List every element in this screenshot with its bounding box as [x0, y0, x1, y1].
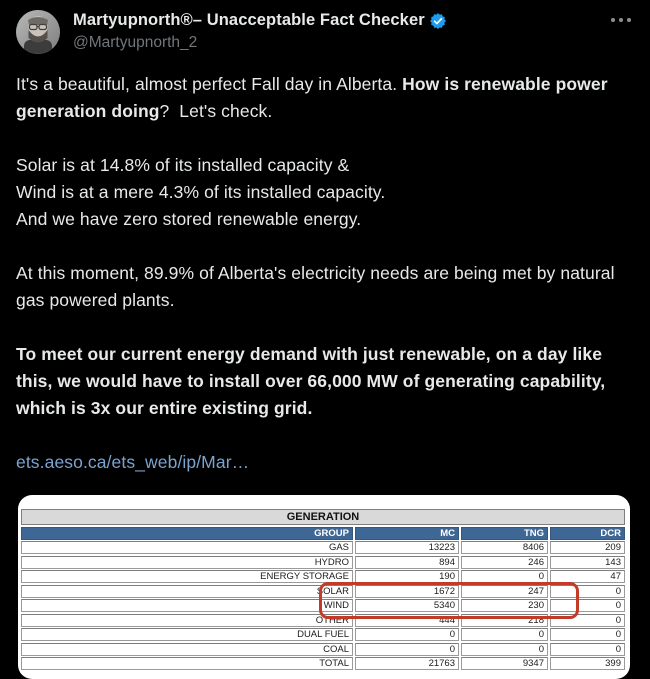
table-row-solar-tng: 247	[461, 585, 548, 598]
tweet-image[interactable]	[18, 495, 630, 679]
display-name[interactable]: Martyupnorth®– Unacceptable Fact Checker	[73, 11, 425, 29]
table-row-total-mc: 21763	[355, 657, 459, 670]
name-block	[73, 10, 447, 52]
wind-capacity-line: Wind is at a mere 4.3% of its installed capacity.	[16, 182, 386, 202]
table-row-gas-group: GAS	[21, 541, 353, 554]
solar-capacity-line: Solar is at 14.8% of its installed capacity &	[16, 155, 350, 175]
stored-energy-line: And we have zero stored renewable energy.	[16, 209, 362, 229]
column-header-mc: MC	[355, 527, 459, 540]
column-header-group: GROUP	[21, 527, 353, 540]
table-row-total-group: TOTAL	[21, 657, 353, 670]
table-row-wind-mc: 5340	[355, 599, 459, 612]
verified-badge-icon	[429, 12, 447, 30]
table-row-coal-tng: 0	[461, 643, 548, 656]
table-row-hydro-dcr: 143	[550, 556, 625, 569]
table-title: GENERATION	[21, 509, 625, 525]
more-icon[interactable]	[601, 12, 637, 32]
generation-table	[21, 509, 625, 670]
column-header-tng: TNG	[461, 527, 548, 540]
tweet-text	[16, 71, 641, 476]
tweet-paragraph-1	[16, 71, 641, 125]
table-row-solar-dcr: 0	[550, 585, 625, 598]
avatar-portrait-image	[16, 10, 60, 54]
table-row-gas-dcr: 209	[550, 541, 625, 554]
table-row-energy-storage-mc: 190	[355, 570, 459, 583]
table-row-energy-storage-tng: 0	[461, 570, 548, 583]
paragraph-1-bold-text: How is renewable power generation doing	[16, 74, 608, 121]
table-row-other-dcr: 0	[550, 614, 625, 627]
table-row-gas-tng: 8406	[461, 541, 548, 554]
user-handle[interactable]: @Martyupnorth_2	[73, 34, 198, 51]
table-row-total-tng: 9347	[461, 657, 548, 670]
table-row-coal-dcr: 0	[550, 643, 625, 656]
table-row-dual-fuel-mc: 0	[355, 628, 459, 641]
table-row-coal-mc: 0	[355, 643, 459, 656]
table-row-energy-storage-dcr: 47	[550, 570, 625, 583]
tweet-paragraph-3: At this moment, 89.9% of Alberta's electricity needs are being met by natural gas powered plants.	[16, 263, 615, 310]
column-header-dcr: DCR	[550, 527, 625, 540]
table-row-dual-fuel-group: DUAL FUEL	[21, 628, 353, 641]
table-row-solar-group: SOLAR	[21, 585, 353, 598]
table-row-wind-dcr: 0	[550, 599, 625, 612]
table-row-other-tng: 218	[461, 614, 548, 627]
tweet-link[interactable]: ets.aeso.ca/ets_web/ip/Mar…	[16, 452, 250, 472]
table-row-solar-mc: 1672	[355, 585, 459, 598]
tweet-paragraph-2	[16, 152, 641, 233]
table-row-hydro-tng: 246	[461, 556, 548, 569]
table-row-hydro-mc: 894	[355, 556, 459, 569]
table-row-other-group: OTHER	[21, 614, 353, 627]
paragraph-1-text: It's a beautiful, almost perfect Fall day in Alberta.	[16, 74, 403, 94]
table-row-wind-group: WIND	[21, 599, 353, 612]
tweet-paragraph-4: To meet our current energy demand with just renewable, on a day like this, we would have to install over 66,000 MW of generating capability, which is 3x our entire existing grid.	[16, 344, 606, 418]
tweet-header	[16, 10, 637, 54]
avatar[interactable]	[16, 10, 60, 54]
table-row-other-mc: 444	[355, 614, 459, 627]
table-row-dual-fuel-tng: 0	[461, 628, 548, 641]
table-row-coal-group: COAL	[21, 643, 353, 656]
table-row-gas-mc: 13223	[355, 541, 459, 554]
table-row-total-dcr: 399	[550, 657, 625, 670]
table-row-wind-tng: 230	[461, 599, 548, 612]
table-row-hydro-group: HYDRO	[21, 556, 353, 569]
table-row-dual-fuel-dcr: 0	[550, 628, 625, 641]
table-row-energy-storage-group: ENERGY STORAGE	[21, 570, 353, 583]
paragraph-1-tail-text: ? Let's check.	[159, 101, 273, 121]
